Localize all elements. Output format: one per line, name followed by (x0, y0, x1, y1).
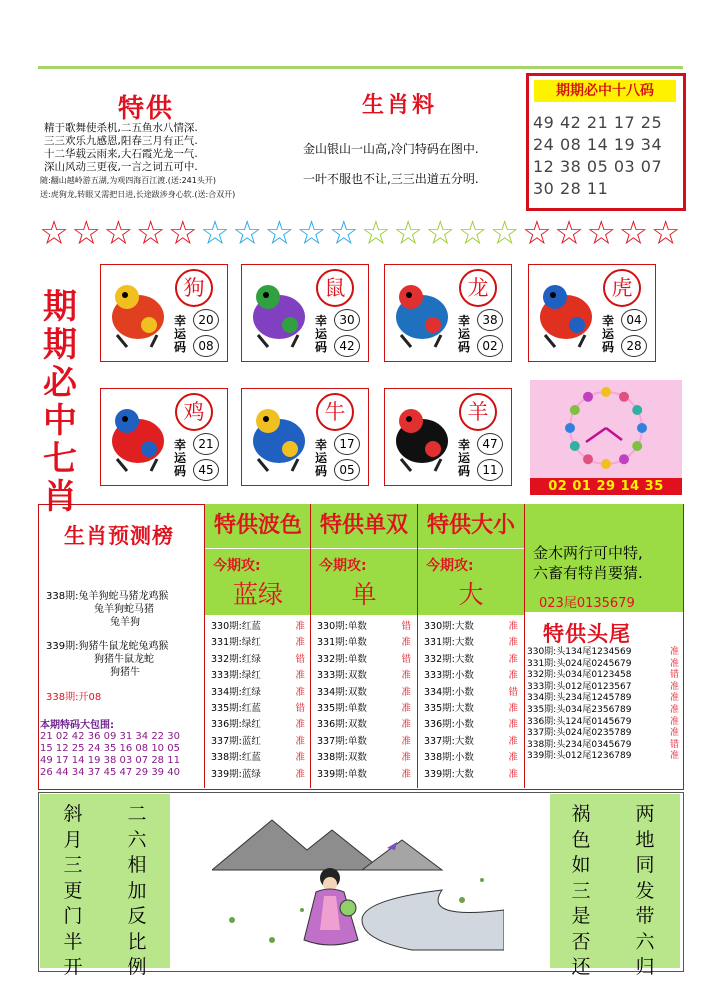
ranking-title: 生肖预测榜 (64, 524, 174, 548)
history-text: 335期:单数 (317, 702, 367, 714)
clock-dot (601, 387, 611, 397)
history-text: 338期:小数 (424, 752, 474, 764)
star-icon: ☆ (135, 213, 166, 252)
history-result: 错 (401, 621, 411, 632)
clock-dot (619, 392, 629, 402)
head-tail-row (527, 702, 681, 714)
zodiac-name: 鼠 (316, 269, 354, 307)
prediction-column (204, 504, 311, 788)
history-row (211, 651, 309, 667)
history-row (211, 749, 309, 765)
history-text: 339期:蓝绿 (211, 768, 261, 780)
history-result: 准 (295, 735, 305, 747)
ranking-line: 338期:兔羊狗蛇马猪龙鸡猴 (46, 591, 169, 602)
history-row (424, 749, 522, 765)
star-icon: ☆ (586, 213, 617, 252)
qiqi-char: 七 (43, 439, 77, 479)
history-text: 331期:大数 (424, 637, 474, 649)
star-icon: ☆ (361, 213, 391, 252)
zodiac-card (100, 264, 228, 362)
star-icon: ☆ (39, 213, 69, 252)
star-icon: ☆ (200, 213, 230, 252)
history-result: 错 (295, 653, 305, 665)
star-icon: ☆ (296, 213, 327, 252)
verse-char: 反 (127, 905, 147, 927)
lucky-code-label: 幸运码 (458, 314, 471, 354)
verse-char: 色 (571, 828, 591, 851)
history-row (424, 766, 522, 782)
bundle-numbers (40, 731, 205, 779)
qiqi-vertical-title (40, 288, 80, 516)
verse-column (570, 802, 592, 981)
star-icon: ☆ (650, 213, 681, 252)
shengxiao-title: 生肖料 (362, 93, 438, 118)
history-list (317, 618, 415, 782)
attack-value: 蓝绿 (232, 580, 283, 609)
lucky-number: 38 (477, 309, 503, 331)
history-text: 334期:小数 (424, 686, 474, 698)
zodiac-name: 鸡 (175, 393, 213, 431)
history-result: 准 (295, 719, 305, 731)
history-result: 准 (401, 670, 411, 682)
ranking-line: 339期:狗猪牛鼠龙蛇兔鸡猴 (46, 641, 169, 652)
history-result: 准 (508, 752, 518, 764)
lucky-number: 02 (477, 335, 503, 357)
clock-dot (637, 423, 647, 433)
history-text: 337期:单数 (317, 735, 367, 747)
tegong-line: 十二华载云雨来,大石霞光龙一气. (44, 148, 198, 160)
lucky-number: 47 (477, 433, 503, 455)
star-icon: ☆ (264, 213, 295, 252)
history-result: 准 (295, 637, 305, 649)
bundle-title: 本期特码大包围: (40, 720, 114, 731)
ranking-line: 兔羊狗 (110, 617, 140, 628)
history-text: 335期:头034尾2356789 (527, 704, 632, 715)
history-text: 331期:单数 (317, 637, 367, 649)
star-icon: ☆ (393, 213, 423, 252)
lucky-code-label: 幸运码 (458, 438, 471, 478)
history-result: 准 (508, 702, 518, 714)
clock-dot (570, 405, 580, 415)
column-title: 特供单双 (311, 504, 417, 548)
verse-char: 比 (127, 930, 147, 953)
verse-line: 六畜有特肖要猜. (533, 564, 643, 582)
clock-numbers: 02 01 29 14 35 (530, 478, 682, 495)
tiger-papercut-icon (535, 275, 597, 349)
lucky-code-label: 幸运码 (602, 314, 615, 354)
eighteen-code-row: 49 42 21 17 25 (533, 113, 663, 132)
ox-papercut-icon (248, 399, 310, 473)
verse-char: 同 (635, 854, 655, 876)
verse-char: 门 (63, 905, 83, 927)
verse-char: 如 (571, 854, 591, 876)
eighteen-code-numbers (533, 112, 679, 200)
zodiac-card (384, 264, 512, 362)
lucky-number: 04 (621, 309, 647, 331)
verse-column (62, 802, 84, 981)
history-row (424, 667, 522, 683)
verse-char: 六 (635, 930, 655, 953)
clock-dot (583, 454, 593, 464)
history-result: 准 (295, 768, 305, 780)
verse-char: 半 (63, 930, 83, 953)
attack-label: 今期攻: (213, 558, 261, 574)
history-text: 334期:红绿 (211, 686, 261, 698)
history-result: 准 (508, 670, 518, 682)
history-text: 335期:大数 (424, 702, 474, 714)
history-text: 336期:头124尾0145679 (527, 716, 632, 727)
attack-panel (205, 548, 311, 615)
zodiac-card (100, 388, 228, 486)
history-result: 准 (508, 735, 518, 747)
verse-char: 例 (127, 956, 147, 978)
history-result: 准 (401, 702, 411, 714)
clock-dot (619, 454, 629, 464)
lucky-number: 30 (334, 309, 360, 331)
ranking-open: 338期:开08 (46, 692, 102, 703)
verse-char: 发 (635, 879, 655, 902)
history-row (211, 684, 309, 700)
history-result: 准 (669, 681, 679, 692)
tegong-line: 深山风动三更夜,一言之词五可中. (44, 161, 198, 173)
history-result: 准 (295, 670, 305, 682)
history-row (211, 766, 309, 782)
head-tail-row (527, 725, 681, 737)
zodiac-card (241, 264, 369, 362)
history-result: 准 (508, 637, 518, 649)
verse-char: 是 (571, 905, 591, 927)
lucky-number: 17 (334, 433, 360, 455)
attack-panel (418, 548, 524, 615)
lucky-code-label: 幸运码 (174, 314, 187, 354)
zodiac-card (528, 264, 656, 362)
attack-label: 今期攻: (319, 558, 367, 574)
star-icon: ☆ (425, 213, 456, 252)
history-text: 332期:单数 (317, 653, 367, 665)
zodiac-card (241, 388, 369, 486)
history-row (317, 618, 415, 634)
history-result: 准 (508, 653, 518, 665)
history-row (211, 700, 309, 716)
clock-dot (632, 405, 642, 415)
top-divider (38, 66, 683, 69)
head-tail-column (524, 504, 683, 788)
lucky-number: 08 (193, 335, 219, 357)
attack-value: 大 (458, 580, 484, 609)
head-tail-row (527, 737, 681, 749)
history-result: 准 (295, 686, 305, 698)
history-result: 准 (669, 704, 679, 715)
history-text: 338期:红蓝 (211, 752, 261, 764)
qiqi-char: 期 (43, 287, 77, 327)
prediction-column (417, 504, 524, 788)
lucky-code-label: 幸运码 (315, 314, 328, 354)
verse-char: 三 (63, 854, 83, 876)
eighteen-code-row: 24 08 14 19 34 (533, 135, 663, 154)
eighteen-code-title: 期期必中十八码 (534, 80, 676, 102)
history-row (211, 716, 309, 732)
verse-char: 三 (571, 879, 591, 902)
rat-papercut-icon (248, 275, 310, 349)
history-text: 334期:双数 (317, 686, 367, 698)
history-result: 准 (669, 728, 679, 739)
history-text: 333期:绿红 (211, 670, 261, 682)
zodiac-name: 龙 (459, 269, 497, 307)
qiqi-char: 必 (43, 363, 77, 403)
ranking-line: 兔羊狗蛇马猪 (94, 604, 154, 615)
verse-char: 两 (635, 803, 655, 825)
tegong-line: 精于歌舞使杀机,二五鱼水八情深. (44, 122, 198, 134)
history-row (317, 749, 415, 765)
shengxiao-line: 金山银山一山高,冷门特码在图中. (303, 142, 479, 156)
head-tail-top (525, 504, 683, 612)
history-row (211, 667, 309, 683)
history-row (317, 684, 415, 700)
star-icon: ☆ (522, 213, 552, 252)
history-text: 337期:头024尾0235789 (527, 728, 632, 739)
history-row (317, 634, 415, 650)
history-list (211, 618, 309, 782)
history-text: 330期:单数 (317, 621, 367, 632)
history-result: 准 (669, 716, 679, 727)
head-tail-row (527, 667, 681, 679)
ranking-line: 狗猪牛鼠龙蛇 (94, 654, 154, 665)
verse-column (126, 802, 148, 981)
history-text: 336期:绿红 (211, 719, 261, 731)
history-result: 错 (669, 739, 679, 750)
clock-dot (583, 392, 593, 402)
tegong-line: 三三欢乐九感恩,阳春三月有正气. (44, 135, 198, 147)
eighteen-code-row: 12 38 05 03 07 (533, 157, 663, 176)
history-result: 准 (401, 637, 411, 649)
attack-label: 今期攻: (426, 558, 474, 574)
history-row (317, 651, 415, 667)
history-result: 错 (508, 686, 518, 698)
history-text: 334期:头234尾1245789 (527, 693, 632, 704)
column-title: 特供大小 (418, 504, 524, 548)
bundle-row: 26 44 34 37 45 47 29 39 40 (40, 767, 180, 778)
clock-dot (565, 423, 575, 433)
history-result: 准 (401, 686, 411, 698)
zodiac-card (384, 388, 512, 486)
qiqi-char: 肖 (43, 477, 77, 517)
history-text: 338期:头234尾0345679 (527, 739, 632, 750)
bundle-row: 49 17 14 19 38 03 07 28 11 (40, 755, 180, 766)
lucky-number: 45 (193, 459, 219, 481)
dog-papercut-icon (107, 275, 169, 349)
lucky-number: 28 (621, 335, 647, 357)
verse-char: 更 (63, 879, 83, 902)
history-row (424, 651, 522, 667)
lucky-number: 05 (334, 459, 360, 481)
history-row (211, 634, 309, 650)
history-text: 335期:红蓝 (211, 702, 261, 714)
clock-dot (570, 441, 580, 451)
lucky-number: 20 (193, 309, 219, 331)
head-tail-history (527, 644, 681, 760)
star-icon: ☆ (554, 213, 584, 252)
star-icon: ☆ (71, 213, 102, 252)
verse-line: 金木两行可中特, (533, 544, 643, 562)
history-text: 336期:小数 (424, 719, 474, 731)
history-row (424, 684, 522, 700)
history-text: 339期:头012尾1236789 (527, 751, 632, 762)
verse-char: 开 (63, 956, 83, 978)
verse-char: 归 (635, 956, 655, 978)
tail-numbers: 023尾0135679 (539, 596, 635, 611)
history-result: 错 (401, 653, 411, 665)
verse-char: 祸 (571, 803, 591, 825)
history-row (424, 733, 522, 749)
head-tail-row (527, 748, 681, 760)
shengxiao-line: 一叶不服也不让,三三出道五分明. (303, 172, 479, 186)
head-tail-row (527, 690, 681, 702)
history-text: 330期:头134尾1234569 (527, 647, 632, 657)
history-row (211, 733, 309, 749)
history-result: 错 (295, 702, 305, 714)
history-text: 333期:头012尾0123567 (527, 681, 632, 692)
history-text: 338期:双数 (317, 752, 367, 764)
history-result: 准 (508, 768, 518, 780)
head-tail-row (527, 656, 681, 668)
clock-dot (601, 459, 611, 469)
history-result: 准 (295, 621, 305, 632)
history-result: 准 (295, 752, 305, 764)
qiqi-char: 中 (43, 401, 77, 441)
attack-value: 单 (351, 580, 377, 609)
star-row (38, 214, 682, 254)
history-text: 337期:蓝红 (211, 735, 261, 747)
history-result: 准 (508, 719, 518, 731)
verse-char: 斜 (63, 803, 83, 825)
star-icon: ☆ (232, 213, 263, 252)
history-text: 337期:大数 (424, 735, 474, 747)
attack-panel (311, 548, 417, 615)
tegong-title: 特供 (118, 94, 175, 124)
history-row (424, 700, 522, 716)
history-text: 339期:大数 (424, 768, 474, 780)
star-icon: ☆ (103, 213, 134, 252)
history-result: 准 (669, 647, 679, 657)
lucky-code-label: 幸运码 (315, 438, 328, 478)
history-text: 336期:双数 (317, 719, 367, 731)
eighteen-code-row: 30 28 11 (533, 179, 609, 198)
lady-landscape-illustration (212, 800, 504, 960)
prediction-column (310, 504, 417, 788)
star-icon: ☆ (489, 213, 520, 252)
verse-char: 地 (635, 828, 655, 851)
verse-column (634, 802, 656, 981)
history-result: 准 (401, 768, 411, 780)
head-tail-row (527, 679, 681, 691)
history-text: 332期:红绿 (211, 653, 261, 665)
history-result: 准 (401, 719, 411, 731)
tegong-note: 送:虎狗龙,转眼又需把日进,长途跋涉身心软.(送:合双开) (40, 190, 236, 199)
history-row (211, 618, 309, 634)
history-text: 330期:大数 (424, 621, 474, 632)
star-icon: ☆ (328, 213, 359, 252)
left-verse-box (40, 794, 170, 968)
lucky-number: 42 (334, 335, 360, 357)
zodiac-name: 牛 (316, 393, 354, 431)
verse-char: 否 (571, 930, 591, 953)
history-row (317, 766, 415, 782)
star-icon: ☆ (168, 213, 198, 252)
clock-icon (530, 380, 682, 478)
verse-char: 六 (127, 828, 147, 851)
history-result: 准 (669, 658, 679, 669)
dragon-papercut-icon (391, 275, 453, 349)
history-row (317, 716, 415, 732)
verse-char: 相 (127, 854, 147, 876)
zodiac-name: 狗 (175, 269, 213, 307)
history-text: 331期:头024尾0245679 (527, 658, 632, 669)
history-row (317, 733, 415, 749)
qiqi-char: 期 (43, 325, 77, 365)
verse-char: 加 (127, 879, 147, 902)
history-text: 339期:单数 (317, 768, 367, 780)
history-text: 331期:绿红 (211, 637, 261, 649)
verse-char: 带 (635, 905, 655, 927)
verse-char: 还 (571, 956, 591, 978)
lucky-number: 11 (477, 459, 503, 481)
goat-papercut-icon (391, 399, 453, 473)
rooster-papercut-icon (107, 399, 169, 473)
bundle-row: 21 02 42 36 09 31 34 22 30 (40, 731, 180, 742)
head-tail-title: 特供头尾 (543, 622, 631, 646)
history-text: 333期:小数 (424, 670, 474, 682)
verse-char: 二 (127, 803, 147, 825)
history-list (424, 618, 522, 782)
lucky-code-label: 幸运码 (174, 438, 187, 478)
tegong-note: 随:翻山越岭游五湖,为观四海百江渡.(送:241头开) (40, 176, 216, 185)
history-text: 330期:红蓝 (211, 621, 261, 632)
star-icon: ☆ (618, 213, 649, 252)
history-row (424, 716, 522, 732)
history-text: 332期:大数 (424, 653, 474, 665)
clock-dot (632, 441, 642, 451)
history-result: 准 (669, 693, 679, 704)
column-title: 特供波色 (205, 504, 311, 548)
history-result: 错 (669, 670, 679, 681)
bundle-row: 15 12 25 24 35 16 08 10 05 (40, 743, 180, 754)
history-result: 准 (401, 735, 411, 747)
verse-char: 月 (63, 828, 83, 851)
history-text: 333期:双数 (317, 670, 367, 682)
lucky-number: 21 (193, 433, 219, 455)
head-tail-row (527, 644, 681, 656)
star-icon: ☆ (457, 213, 488, 252)
history-row (317, 700, 415, 716)
zodiac-name: 虎 (603, 269, 641, 307)
head-tail-row (527, 714, 681, 726)
history-text: 332期:头034尾0123458 (527, 670, 632, 681)
history-row (317, 667, 415, 683)
ranking-line: 狗猪牛 (110, 667, 140, 678)
history-result: 准 (508, 621, 518, 632)
history-result: 准 (669, 751, 679, 762)
zodiac-name: 羊 (459, 393, 497, 431)
history-row (424, 634, 522, 650)
history-result: 准 (401, 752, 411, 764)
history-row (424, 618, 522, 634)
